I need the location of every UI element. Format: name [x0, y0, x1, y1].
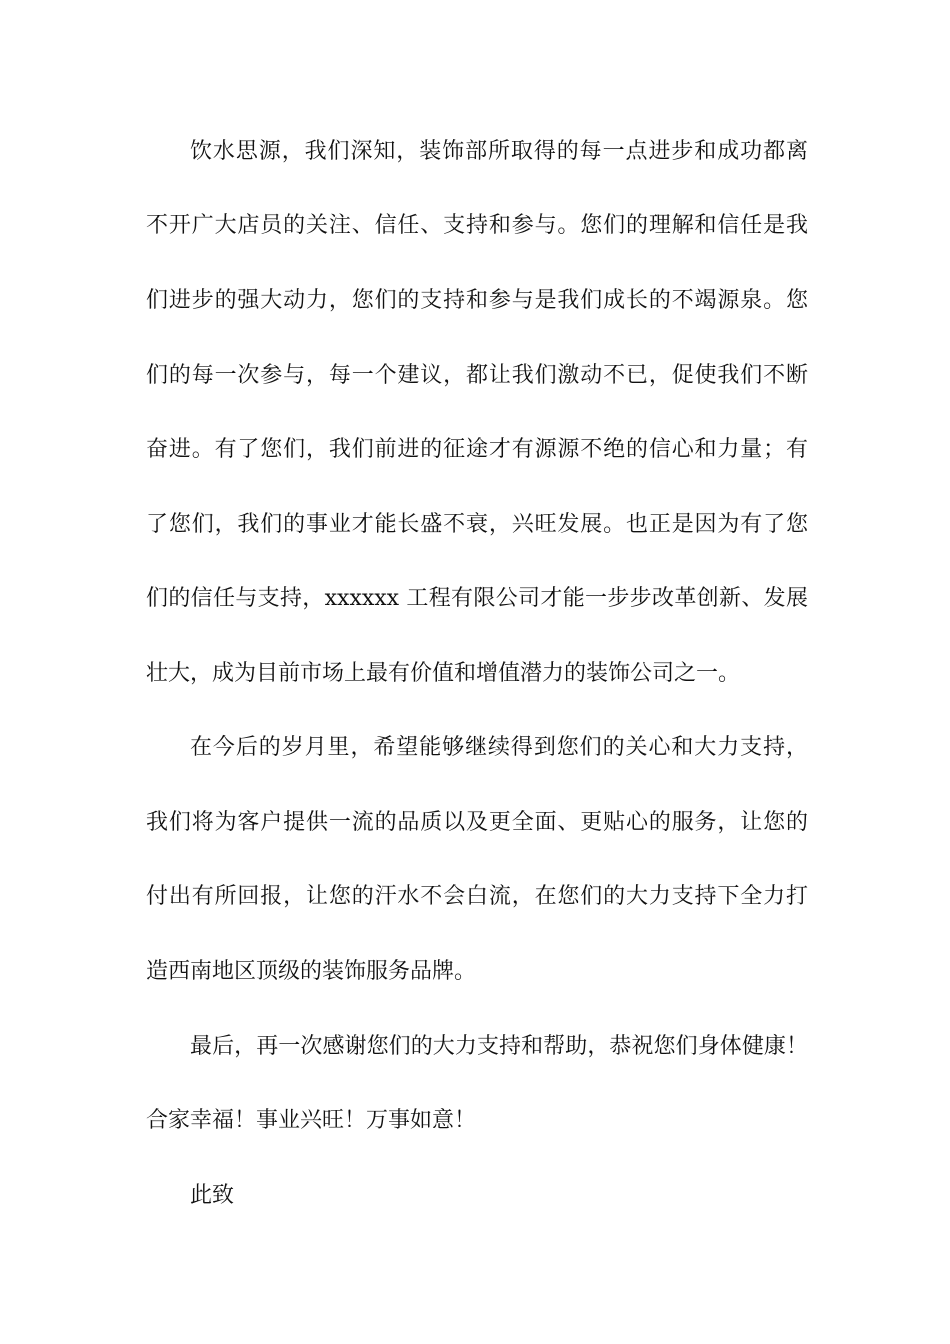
closing-salutation: 此致 — [190, 1183, 235, 1208]
paragraph-1-line-3: 们进步的强大动力，您们的支持和参与是我们成长的不竭源泉。您 — [146, 288, 808, 313]
paragraph-1-line-4: 们的每一次参与，每一个建议，都让我们激动不已，促使我们不断 — [146, 363, 808, 388]
paragraph-2-line-1: 在今后的岁月里，希望能够继续得到您们的关心和大力支持， — [190, 735, 808, 760]
paragraph-2-line-4: 造西南地区顶级的装饰服务品牌。 — [146, 959, 477, 984]
paragraph-2-line-2: 我们将为客户提供一流的品质以及更全面、更贴心的服务，让您的 — [146, 810, 808, 835]
paragraph-3-line-1: 最后，再一次感谢您们的大力支持和帮助，恭祝您们身体健康！ — [190, 1034, 808, 1059]
paragraph-1-line-1: 饮水思源，我们深知，装饰部所取得的每一点进步和成功都离 — [190, 139, 808, 164]
paragraph-1-line-2: 不开广大店员的关注、信任、支持和参与。您们的理解和信任是我 — [146, 213, 808, 238]
paragraph-1-line-5: 奋进。有了您们，我们前进的征途才有源源不绝的信心和力量；有 — [146, 437, 808, 462]
paragraph-3-line-2: 合家幸福！事业兴旺！万事如意！ — [146, 1108, 477, 1133]
paragraph-1-line-7: 们的信任与支持，xxxxxx 工程有限公司才能一步步改革创新、发展 — [146, 586, 808, 611]
paragraph-1-line-8: 壮大，成为目前市场上最有价值和增值潜力的装饰公司之一。 — [146, 661, 741, 686]
paragraph-1-line-6: 了您们，我们的事业才能长盛不衰，兴旺发展。也正是因为有了您 — [146, 512, 808, 537]
paragraph-2-line-3: 付出有所回报，让您的汗水不会白流，在您们的大力支持下全力打 — [146, 884, 808, 909]
